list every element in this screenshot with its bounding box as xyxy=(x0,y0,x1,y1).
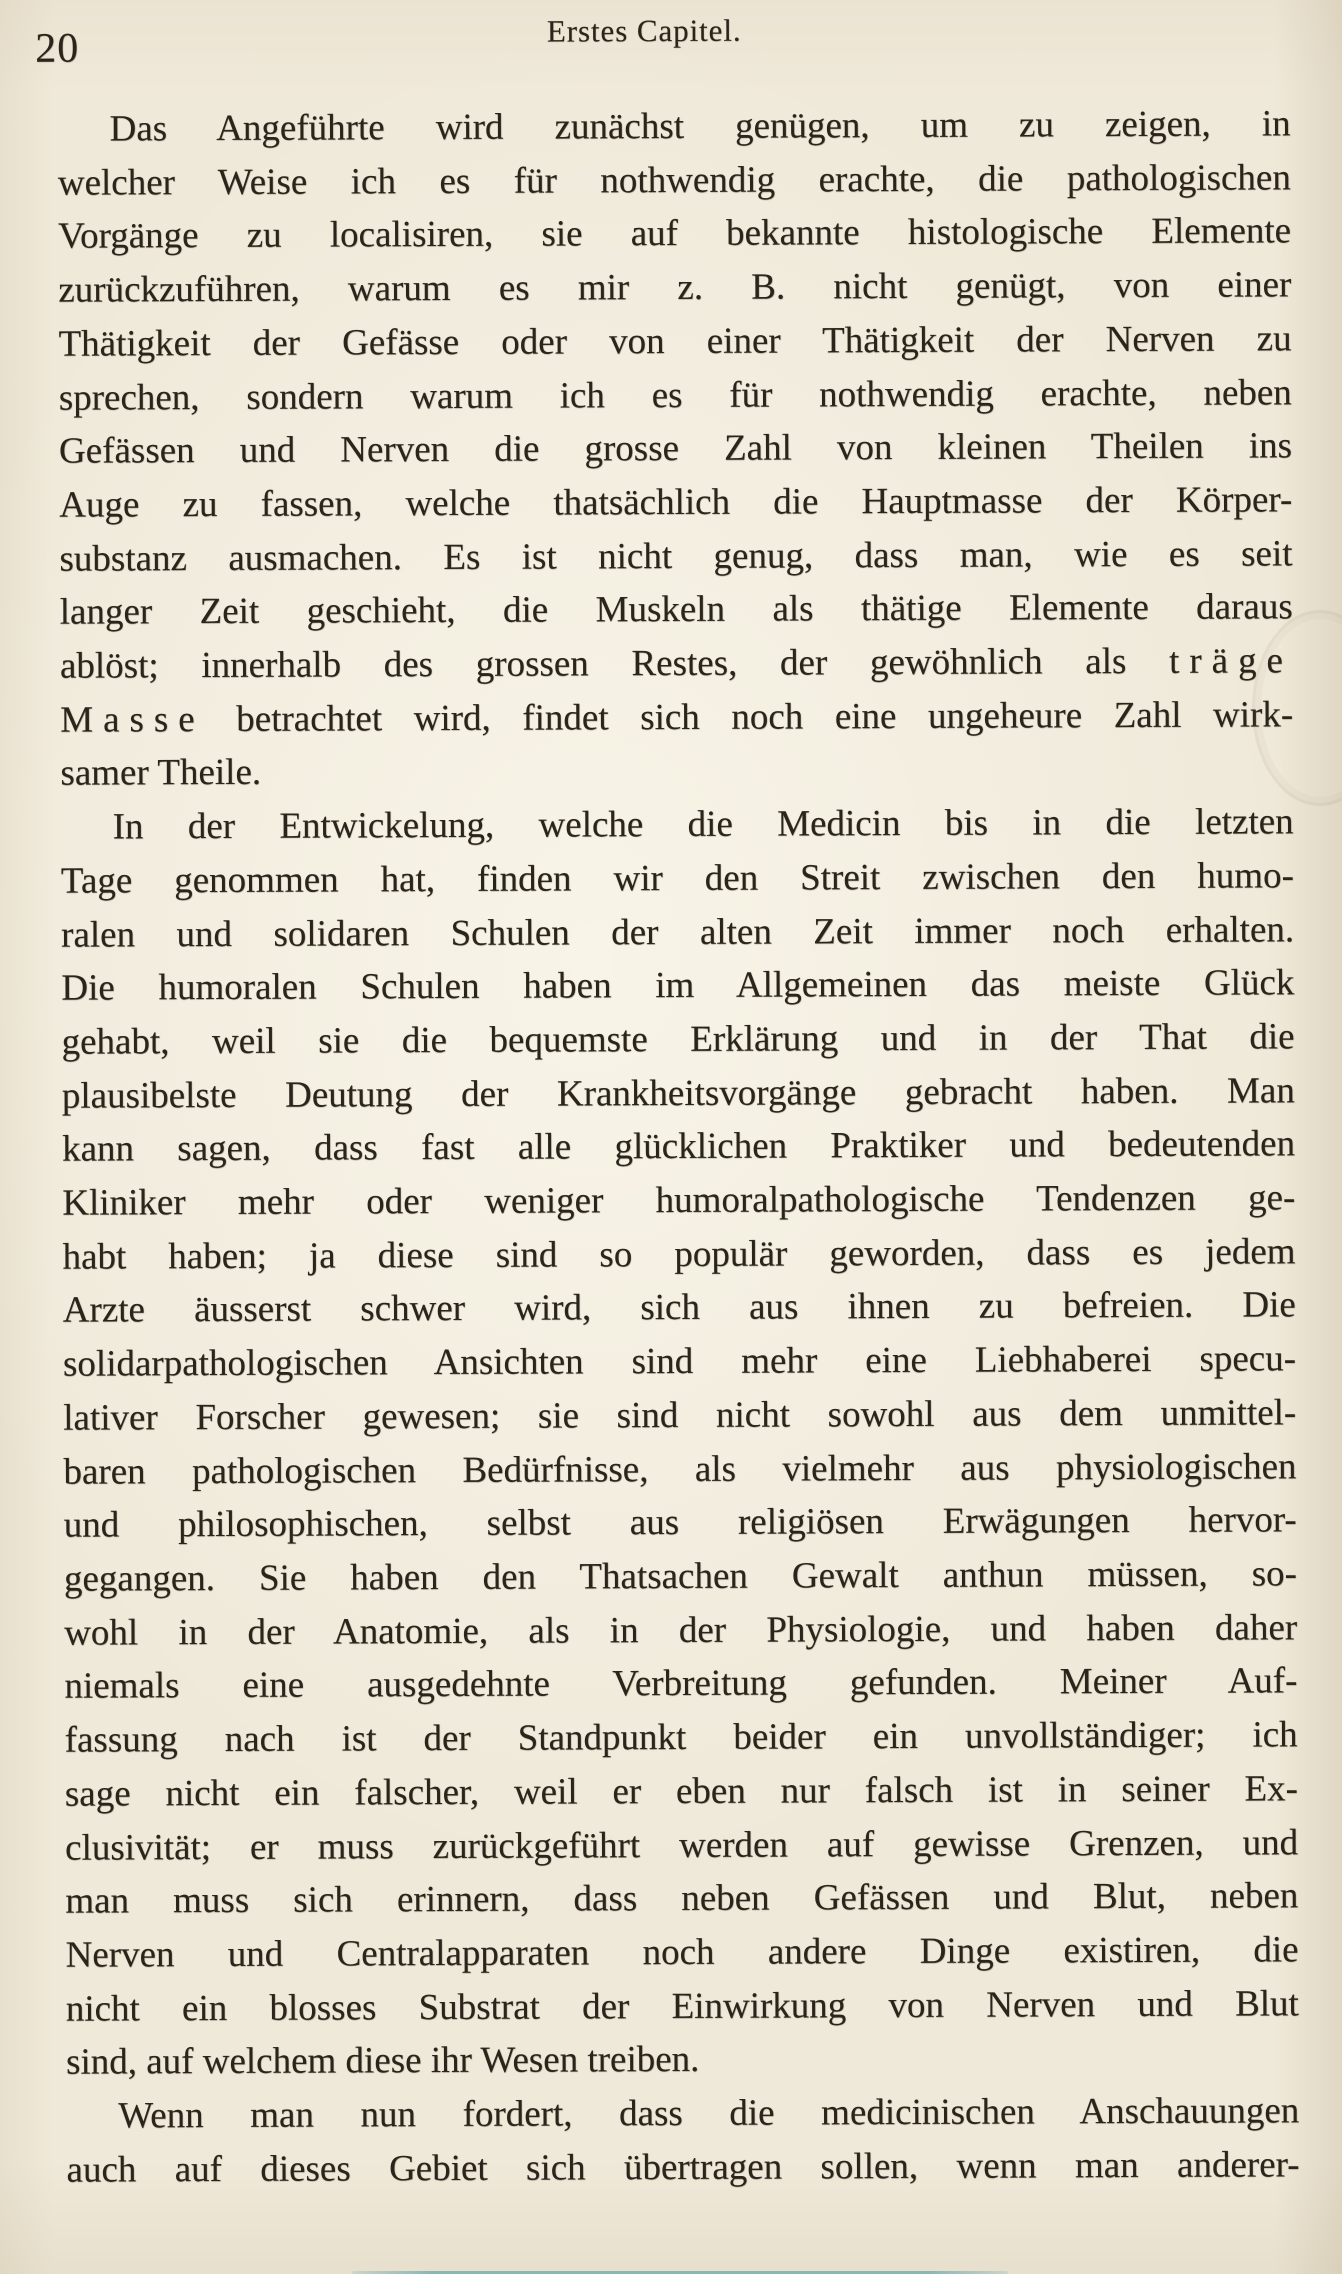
text-segment: zurückzuführen, warum es mir z. B. nicht genügt, von einer xyxy=(58,264,1292,311)
text-segment: ralen und solidaren Schulen der alten Zeit immer noch erhalten. xyxy=(61,908,1295,956)
text-segment: sind, auf welchem diese ihr Wesen treiben. xyxy=(65,2039,700,2083)
text-line xyxy=(62,1171,1295,1230)
text-line xyxy=(65,1923,1298,1982)
text-line xyxy=(64,1547,1297,1606)
text-segment: gehabt, weil sie die bequemste Erklärung und in der That die xyxy=(61,1016,1295,1063)
text-segment: Wenn man nun fordert, dass die medicinischen Anschauungen xyxy=(118,2090,1300,2137)
text-segment: substanz ausmachen. Es ist nicht genug, dass man, wie es seit xyxy=(59,532,1293,580)
text-segment: man muss sich erinnern, dass neben Gefässen und Blut, neben xyxy=(65,1875,1299,1922)
letterspaced-word: Masse xyxy=(60,698,205,741)
text-line xyxy=(66,2084,1299,2143)
text-line xyxy=(61,1010,1294,1069)
text-line xyxy=(60,581,1293,640)
text-line xyxy=(59,420,1292,479)
text-line xyxy=(64,1494,1297,1553)
text-segment: Vorgänge zu localisiren, sie auf bekannte histologische Elemente xyxy=(57,210,1292,258)
text-segment: Tage genommen hat, finden wir den Streit zwischen den humo- xyxy=(60,855,1294,902)
text-segment: wohl in der Anatomie, als in der Physiologie, und haben daher xyxy=(64,1606,1298,1654)
text-segment: gegangen. Sie haben den Thatsachen Gewalt anthun müssen, so- xyxy=(63,1553,1298,1600)
text-line xyxy=(65,1708,1298,1767)
text-segment: Das Angeführte wird zunächst genügen, um zu zeigen, in xyxy=(109,103,1291,150)
text-segment: fassung nach ist der Standpunkt beider ein unvollständiger; ich xyxy=(64,1714,1298,1761)
text-line xyxy=(57,97,1290,156)
text-segment: Gefässen und Nerven die grosse Zahl von kleinen Theilen ins xyxy=(58,425,1293,472)
page-body xyxy=(57,97,1299,2197)
text-segment: sage nicht ein falscher, weil er eben nur falsch ist in seiner Ex- xyxy=(64,1768,1298,1815)
text-segment: baren pathologischen Bedürfnisse, als vielmehr aus physiologischen xyxy=(63,1445,1297,1493)
text-line xyxy=(61,903,1294,962)
text-line xyxy=(66,2138,1299,2197)
letterspaced-word: träge xyxy=(1168,640,1294,682)
text-segment: welcher Weise ich es für nothwendig erachte, die pathologischen xyxy=(57,156,1291,204)
text-line xyxy=(66,2031,1299,2090)
text-segment: ablöst; innerhalb des grossen Restes, der gewöhnlich als xyxy=(59,640,1170,687)
text-segment: sprechen, sondern warum ich es für nothwendig erachte, neben xyxy=(58,371,1292,419)
text-segment: Kliniker mehr oder weniger humoralpathologische Tendenzen ge- xyxy=(62,1177,1296,1224)
text-segment: kann sagen, dass fast alle glücklichen Praktiker und bedeutenden xyxy=(61,1123,1296,1171)
text-segment: Arzte äusserst schwer wird, sich aus ihnen zu befreien. Die xyxy=(62,1284,1296,1332)
text-line xyxy=(61,795,1294,854)
text-segment: Die humoralen Schulen haben im Allgemeinen das meiste Glück xyxy=(61,962,1295,1009)
text-segment: und philosophischen, selbst aus religiösen Erwägungen hervor- xyxy=(63,1499,1297,1546)
text-line xyxy=(66,1977,1299,2036)
text-segment: nicht ein blosses Substrat der Einwirkung von Nerven und Blut xyxy=(65,1982,1299,2030)
text-segment: lativer Forscher gewesen; sie sind nicht sowohl aus dem unmittel- xyxy=(63,1392,1297,1439)
text-line xyxy=(64,1655,1297,1714)
text-line xyxy=(63,1332,1296,1391)
text-line xyxy=(60,688,1293,747)
text-line xyxy=(59,366,1292,425)
text-line xyxy=(65,1762,1298,1821)
text-segment: betrachtet wird, findet sich noch eine ungeheure Zahl wirk- xyxy=(204,694,1294,740)
text-line xyxy=(63,1386,1296,1445)
text-line xyxy=(62,1064,1295,1123)
text-segment: clusivität; er muss zurückgeführt werden auf gewisse Grenzen, und xyxy=(65,1821,1299,1869)
text-line xyxy=(58,258,1291,317)
text-segment: habt haben; ja diese sind so populär geworden, dass es jedem xyxy=(62,1231,1296,1278)
text-segment: samer Theile. xyxy=(60,752,262,795)
text-line xyxy=(65,1869,1298,1928)
text-segment: Nerven und Centralapparaten noch andere Dinge existiren, die xyxy=(65,1929,1299,1976)
running-header: Erstes Capitel. xyxy=(546,12,742,49)
text-line xyxy=(58,205,1291,264)
text-segment: In der Entwickelung, welche die Medicin bis in die letzten xyxy=(112,801,1294,848)
text-segment: Auge zu fassen, welche thatsächlich die Hauptmasse der Körper- xyxy=(59,479,1293,526)
text-segment: Thätigkeit der Gefässe oder von einer Thätigkeit der Nerven zu xyxy=(58,318,1292,365)
text-line xyxy=(61,849,1294,908)
text-line xyxy=(58,312,1291,371)
text-segment: solidarpathologischen Ansichten sind mehr eine Liebhaberei specu- xyxy=(62,1338,1297,1385)
text-line xyxy=(60,634,1293,693)
text-segment: niemals eine ausgedehnte Verbreitung gefunden. Meiner Auf- xyxy=(64,1660,1298,1708)
text-segment: auch auf dieses Gebiet sich übertragen sollen, wenn man anderer- xyxy=(66,2143,1300,2191)
text-line xyxy=(61,957,1294,1016)
text-line xyxy=(59,527,1292,586)
text-segment: langer Zeit geschieht, die Muskeln als thätige Elemente daraus xyxy=(59,586,1293,633)
text-line xyxy=(64,1601,1297,1660)
text-line xyxy=(65,1816,1298,1875)
text-line xyxy=(62,1225,1295,1284)
text-line xyxy=(63,1279,1296,1338)
text-line xyxy=(58,151,1291,210)
text-line xyxy=(62,1118,1295,1177)
text-segment: plausibelste Deutung der Krankheitsvorgänge gebracht haben. Man xyxy=(61,1069,1295,1117)
text-line xyxy=(59,473,1292,532)
text-line xyxy=(63,1440,1296,1499)
page-number: 20 xyxy=(35,25,80,72)
text-line xyxy=(60,742,1293,801)
